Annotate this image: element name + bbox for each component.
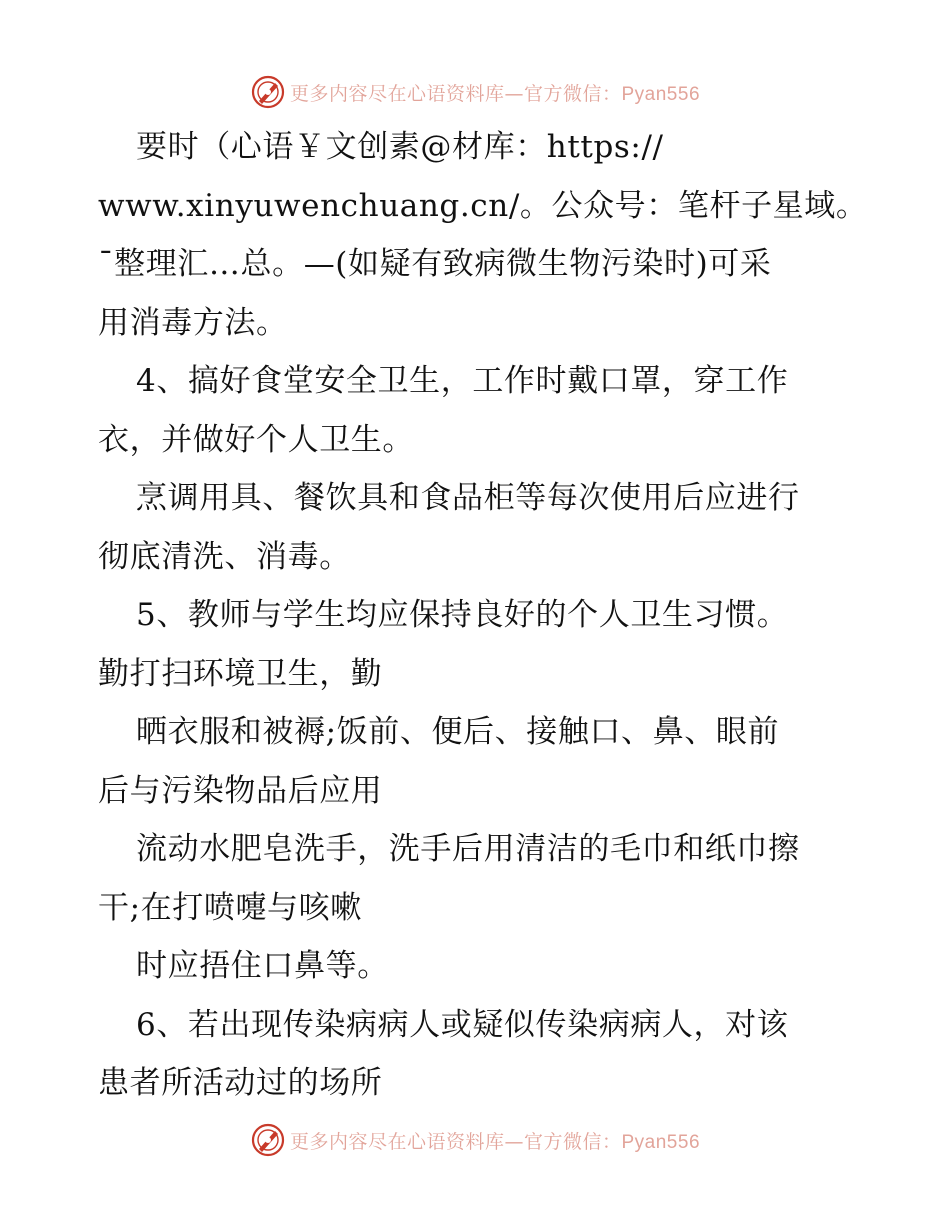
banner-caption: 更多内容尽在心语资料库—官方微信： <box>289 1130 622 1153</box>
text-line: 衣，并做好个人卫生。 <box>98 421 414 458</box>
seal-logo-icon <box>250 74 286 110</box>
wechat-id: Pyan556 <box>621 83 701 105</box>
text-line: 要时（心语￥文创素@材库：https:// <box>136 129 664 165</box>
text-line: 患者所活动过的场所 <box>98 1065 383 1101</box>
seal-logo-icon <box>250 1122 286 1158</box>
text-line: 6、若出现传染病病人或疑似传染病病人，对该 <box>136 1006 789 1043</box>
text-line: 用消毒方法。 <box>98 304 288 341</box>
text-line: 烹调用具、餐饮具和食品柜等每次使用后应进行 <box>136 480 800 516</box>
text-line: 后与污染物品后应用 <box>98 772 383 809</box>
wechat-id: Pyan556 <box>621 1131 701 1153</box>
header-banner <box>0 70 950 114</box>
text-line: 彻底清洗、消毒。 <box>98 538 351 575</box>
footer-banner <box>0 1118 950 1162</box>
banner-text <box>290 1127 700 1154</box>
document-body <box>98 118 868 1113</box>
text-line: www.xinyuwenchuang.cn/。公众号：笔杆子星域。 <box>98 187 868 224</box>
text-line: 晒衣服和被褥;饭前、便后、接触口、鼻、眼前 <box>136 714 780 750</box>
text-line: 4、搞好食堂安全卫生，工作时戴口罩，穿工作 <box>136 363 789 399</box>
text-line: 5、教师与学生均应保持良好的个人卫生习惯。 <box>136 597 789 633</box>
banner-caption: 更多内容尽在心语资料库—官方微信： <box>289 82 622 105</box>
text-line: 流动水肥皂洗手，洗手后用清洁的毛巾和纸巾擦 <box>136 831 800 867</box>
banner-text <box>290 79 700 106</box>
text-line: ¯整理汇…总。—(如疑有致病微生物污染时)可采 <box>98 246 772 282</box>
text-line: 干;在打喷嚏与咳嗽 <box>98 889 362 926</box>
text-line: 勤打扫环境卫生，勤 <box>98 655 383 692</box>
text-line: 时应捂住口鼻等。 <box>136 948 389 984</box>
